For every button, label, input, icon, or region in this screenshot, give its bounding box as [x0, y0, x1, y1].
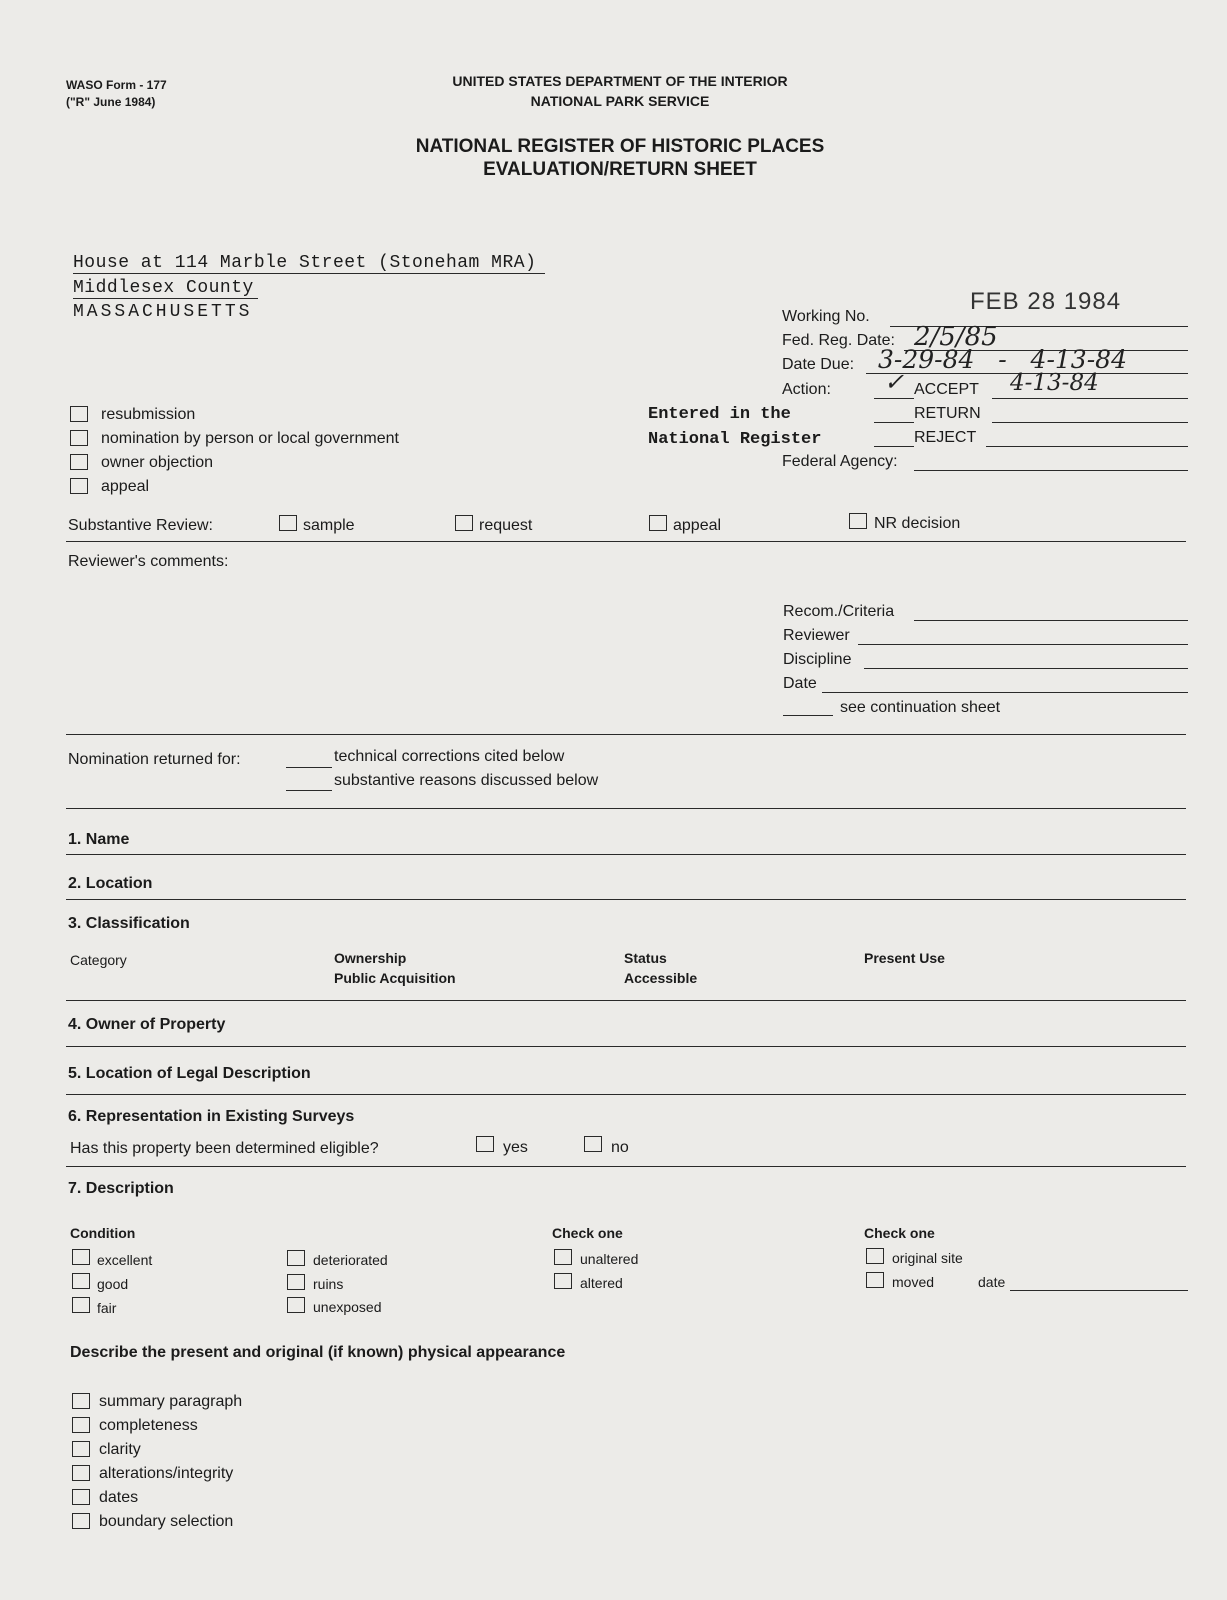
nomination-label: nomination by person or local government [101, 430, 399, 447]
request-checkbox[interactable] [455, 515, 473, 531]
form-date: ("R" June 1984) [66, 95, 156, 109]
nomination-checkbox[interactable] [70, 430, 88, 446]
clarity-label: clarity [99, 1441, 141, 1458]
alterations-integrity-label: alterations/integrity [99, 1465, 234, 1482]
section-location: 2. Location [68, 875, 153, 892]
sample-label: sample [303, 517, 355, 534]
public-acquisition-label: Public Acquisition [334, 970, 456, 986]
fed-reg-label: Fed. Reg. Date: [782, 332, 895, 349]
entered-stamp-line2: National Register [648, 430, 822, 449]
entered-stamp-line1: Entered in the [648, 405, 791, 424]
original-site-checkbox[interactable] [866, 1248, 884, 1264]
action-label: Action: [782, 381, 831, 398]
substantive-reasons-label: substantive reasons discussed below [334, 772, 599, 789]
federal-agency-label: Federal Agency: [782, 453, 898, 470]
date-due-value: 3-29-84 - 4-13-84 [878, 345, 1127, 374]
accept-label: ACCEPT [914, 381, 979, 398]
status-label: Status [624, 950, 667, 966]
received-stamp: FEB 28 1984 [970, 288, 1122, 315]
good-checkbox[interactable] [72, 1273, 90, 1289]
unexposed-checkbox[interactable] [287, 1297, 305, 1313]
excellent-label: excellent [97, 1252, 153, 1268]
department-heading: UNITED STATES DEPARTMENT OF THE INTERIOR [452, 73, 788, 89]
reject-label: REJECT [914, 429, 977, 446]
excellent-checkbox[interactable] [72, 1249, 90, 1265]
review-date-label: Date [783, 675, 817, 692]
moved-label: moved [892, 1274, 935, 1290]
page-subtitle: EVALUATION/RETURN SHEET [483, 159, 757, 180]
form-number: WASO Form - 177 [66, 78, 167, 92]
request-label: request [479, 517, 533, 534]
category-label: Category [70, 952, 127, 968]
ruins-checkbox[interactable] [287, 1274, 305, 1290]
date-due-label: Date Due: [782, 356, 855, 373]
completeness-checkbox[interactable] [72, 1417, 90, 1433]
boundary-selection-checkbox[interactable] [72, 1513, 90, 1529]
nr-decision-checkbox[interactable] [849, 513, 867, 529]
property-county: Middlesex County [73, 278, 258, 299]
resubmission-label: resubmission [101, 406, 196, 423]
sample-checkbox[interactable] [279, 515, 297, 531]
ruins-label: ruins [313, 1276, 344, 1292]
reviewer-label: Reviewer [783, 627, 850, 644]
ownership-label: Ownership [334, 950, 407, 966]
dates-checkbox[interactable] [72, 1489, 90, 1505]
good-label: good [97, 1276, 129, 1292]
nr-decision-label: NR decision [874, 515, 961, 532]
substantive-appeal-label: appeal [673, 517, 722, 534]
altered-label: altered [580, 1275, 623, 1291]
unaltered-label: unaltered [580, 1251, 639, 1267]
eligible-question: Has this property been determined eligible? [70, 1140, 379, 1157]
page-title: NATIONAL REGISTER OF HISTORIC PLACES [415, 136, 825, 157]
describe-heading: Describe the present and original (if known) physical appearance [70, 1344, 566, 1361]
technical-label: technical corrections cited below [334, 748, 565, 765]
fair-checkbox[interactable] [72, 1297, 90, 1313]
completeness-label: completeness [99, 1417, 198, 1434]
eligible-no-checkbox[interactable] [584, 1136, 602, 1152]
clarity-checkbox[interactable] [72, 1441, 90, 1457]
accessible-label: Accessible [624, 970, 698, 986]
moved-date-label: date [978, 1274, 1006, 1290]
appeal-checkbox[interactable] [70, 478, 88, 494]
continuation-label: see continuation sheet [840, 699, 1001, 716]
accept-date: 4-13-84 [1010, 370, 1099, 396]
substantive-review-label: Substantive Review: [68, 517, 213, 534]
appeal-label: appeal [101, 478, 150, 495]
moved-checkbox[interactable] [866, 1272, 884, 1288]
dates-label: dates [99, 1489, 139, 1506]
unexposed-label: unexposed [313, 1299, 382, 1315]
section-surveys: 6. Representation in Existing Surveys [68, 1108, 355, 1125]
check-one-site-label: Check one [864, 1225, 935, 1241]
recom-label: Recom./Criteria [783, 603, 895, 620]
property-state: MASSACHUSETTS [73, 302, 253, 322]
section-owner: 4. Owner of Property [68, 1016, 226, 1033]
fair-label: fair [97, 1300, 117, 1316]
altered-checkbox[interactable] [554, 1273, 572, 1289]
eligible-yes-label: yes [503, 1139, 528, 1156]
alterations-integrity-checkbox[interactable] [72, 1465, 90, 1481]
property-name: House at 114 Marble Street (Stoneham MRA) [73, 253, 545, 274]
deteriorated-checkbox[interactable] [287, 1250, 305, 1266]
discipline-label: Discipline [783, 651, 852, 668]
condition-label: Condition [70, 1225, 136, 1241]
owner-objection-checkbox[interactable] [70, 454, 88, 470]
returned-for-label: Nomination returned for: [68, 751, 241, 768]
substantive-appeal-checkbox[interactable] [649, 515, 667, 531]
unaltered-checkbox[interactable] [554, 1249, 572, 1265]
accept-checkmark: ✓ [884, 368, 905, 396]
fed-reg-value: 2/5/85 [914, 322, 998, 352]
eligible-yes-checkbox[interactable] [476, 1136, 494, 1152]
boundary-selection-label: boundary selection [99, 1513, 234, 1530]
section-name: 1. Name [68, 831, 130, 848]
service-heading: NATIONAL PARK SERVICE [530, 93, 710, 109]
section-classification: 3. Classification [68, 915, 190, 932]
check-one-alteration-label: Check one [552, 1225, 623, 1241]
summary-paragraph-label: summary paragraph [99, 1393, 243, 1410]
owner-objection-label: owner objection [101, 454, 214, 471]
reviewers-comments-label: Reviewer's comments: [68, 553, 229, 570]
section-description: 7. Description [68, 1180, 174, 1197]
working-no-label: Working No. [782, 308, 870, 325]
resubmission-checkbox[interactable] [70, 406, 88, 422]
summary-paragraph-checkbox[interactable] [72, 1393, 90, 1409]
original-site-label: original site [892, 1250, 963, 1266]
section-legal-description: 5. Location of Legal Description [68, 1065, 311, 1082]
present-use-label: Present Use [864, 950, 945, 966]
deteriorated-label: deteriorated [313, 1252, 388, 1268]
eligible-no-label: no [611, 1139, 629, 1156]
return-label: RETURN [914, 405, 981, 422]
